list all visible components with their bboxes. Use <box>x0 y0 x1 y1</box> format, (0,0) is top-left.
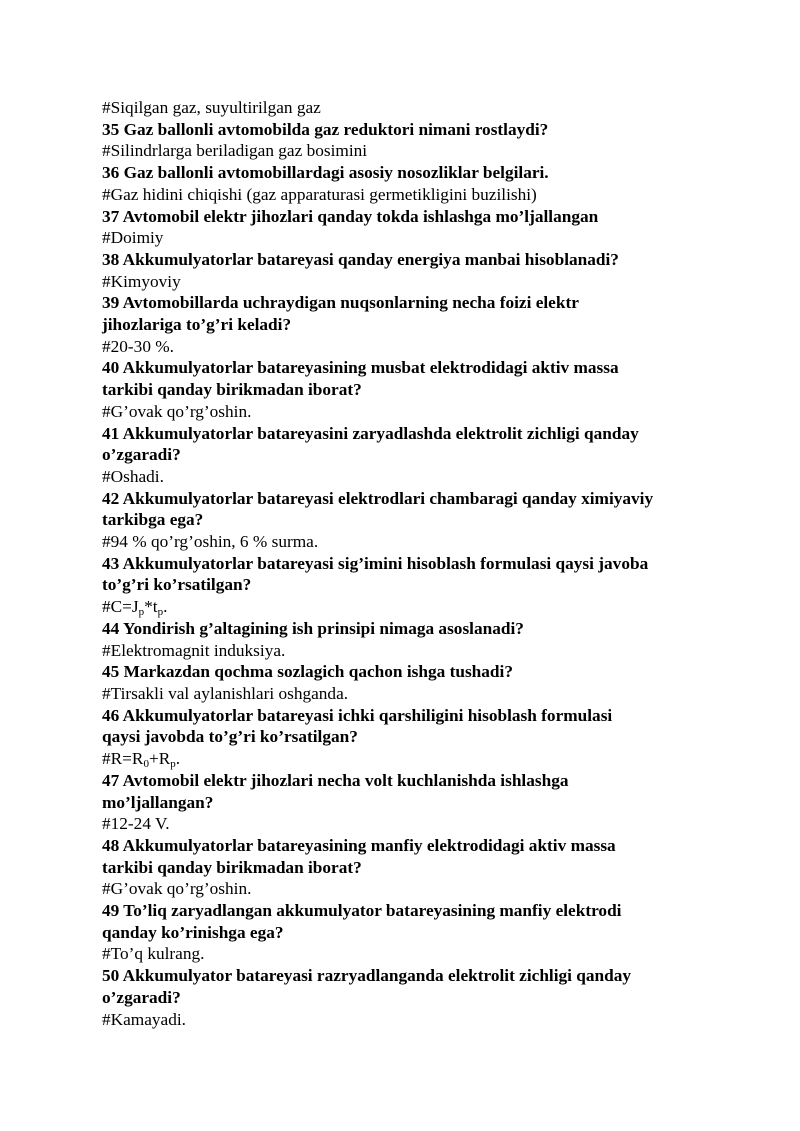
question-line: tarkibga ega? <box>102 510 204 530</box>
answer-line: #12-24 V. <box>102 814 170 834</box>
answer-formula-line <box>102 596 742 618</box>
question-line: 36 Gaz ballonli avtomobillardagi asosiy nosozliklar belgilari. <box>102 163 549 183</box>
question-line: qanday ko’rinishga ega? <box>102 922 284 942</box>
formula-subscript: 0 <box>143 758 149 771</box>
answer-line: #Elektromagnit induksiya. <box>102 640 286 660</box>
answer-line: #Kamayadi. <box>102 1009 186 1029</box>
question-line: 41 Akkumulyatorlar batareyasini zaryadlashda elektrolit zichligi qanday <box>102 423 639 443</box>
question-line: 48 Akkumulyatorlar batareyasining manfiy elektrodidagi aktiv massa <box>102 835 616 855</box>
question-line: 49 To’liq zaryadlangan akkumulyator batareyasining manfiy elektrodi <box>102 901 622 921</box>
answer-line: #Gaz hidini chiqishi (gaz apparaturasi germetikligini buzilishi) <box>102 184 537 204</box>
answer-line: #G’ovak qo’rg’oshin. <box>102 879 252 899</box>
formula-text: +R <box>148 749 171 769</box>
question-line: 39 Avtomobillarda uchraydigan nuqsonlarning necha foizi elektr <box>102 293 579 313</box>
formula-text: #R=R <box>102 749 144 769</box>
answer-line: #94 % qo’rg’oshin, 6 % surma. <box>102 532 319 552</box>
question-line: 44 Yondirish g’altagining ish prinsipi nimaga asoslanadi? <box>102 618 524 638</box>
formula-text: *t <box>144 597 158 617</box>
question-line: qaysi javobda to’g’ri ko’rsatilgan? <box>102 727 358 747</box>
question-line: o’zgaradi? <box>102 445 181 465</box>
question-line: 37 Avtomobil elektr jihozlari qanday tokda ishlashga mo’ljallangan <box>102 206 599 226</box>
answer-line: #Kimyoviy <box>102 271 181 291</box>
question-line: 46 Akkumulyatorlar batareyasi ichki qarshiligini hisoblash formulasi <box>102 705 613 725</box>
answer-line: #Silindrlarga beriladigan gaz bosimini <box>102 141 368 161</box>
question-line: tarkibi qanday birikmadan iborat? <box>102 857 362 877</box>
formula-text: . <box>175 749 181 769</box>
question-line: 35 Gaz ballonli avtomobilda gaz reduktori nimani rostlaydi? <box>102 119 549 139</box>
formula-subscript: p <box>138 606 145 619</box>
question-line: 50 Akkumulyator batareyasi razryadlanganda elektrolit zichligi qanday <box>102 966 632 986</box>
question-line: o’zgaradi? <box>102 987 181 1007</box>
question-line: 47 Avtomobil elektr jihozlari necha volt kuchlanishda ishlashga <box>102 770 569 790</box>
question-line: mo’ljallangan? <box>102 792 214 812</box>
question-line: to’g’ri ko’rsatilgan? <box>102 575 252 595</box>
formula-text: #C=J <box>102 597 139 617</box>
formula-subscript: p <box>157 606 164 619</box>
answer-line: #20-30 %. <box>102 336 174 356</box>
formula-subscript: p <box>170 758 176 771</box>
formula-text: . <box>163 597 168 617</box>
answer-line: #Tirsakli val aylanishlari oshganda. <box>102 683 349 703</box>
question-line: tarkibi qanday birikmadan iborat? <box>102 380 362 400</box>
answer-line: #Siqilgan gaz, suyultirilgan gaz <box>102 98 321 117</box>
answer-formula-line <box>102 748 742 770</box>
answer-line: #G’ovak qo’rg’oshin. <box>102 401 252 421</box>
question-line: jihozlariga to’g’ri keladi? <box>102 315 292 335</box>
question-line: 38 Akkumulyatorlar batareyasi qanday energiya manbai hisoblanadi? <box>102 249 619 269</box>
answer-line: #To’q kulrang. <box>102 944 205 964</box>
question-line: 45 Markazdan qochma sozlagich qachon ishga tushadi? <box>102 662 513 682</box>
answer-line: #Doimiy <box>102 228 164 248</box>
question-line: 42 Akkumulyatorlar batareyasi elektrodlari chambaragi qanday ximiyaviy <box>102 488 654 508</box>
answer-line: #Oshadi. <box>102 466 164 486</box>
document-page <box>102 97 742 1030</box>
question-line: 40 Akkumulyatorlar batareyasining musbat elektrodidagi aktiv massa <box>102 358 619 378</box>
question-line: 43 Akkumulyatorlar batareyasi sig’imini hisoblash formulasi qaysi javoba <box>102 553 649 573</box>
